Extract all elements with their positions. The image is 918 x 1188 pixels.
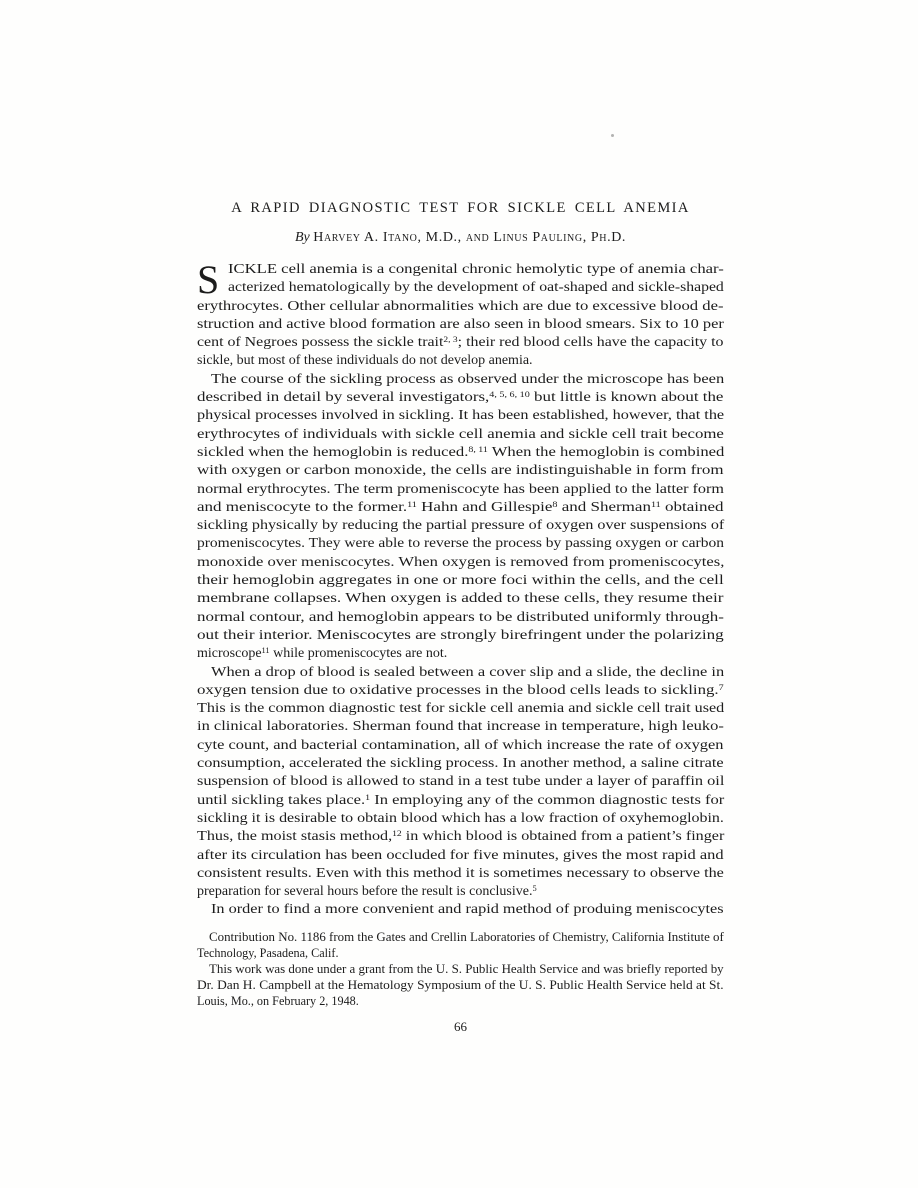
text-line: normal contour, and hemoglobin appears to be distributed uniformly through- [197,609,724,625]
text-line: oxygen tension due to oxidative processes in the blood cells leads to sickling.$^7$ [197,682,724,698]
text-line: acterized hematologically by the development of oat-shaped and sickle-shaped [228,280,724,296]
text-line: after its circulation has been occluded for five minutes, gives the most rapid and [197,847,724,863]
byline [197,230,724,246]
text-line: described in detail by several investigators,$^{4, 5, 6, 10}$ but little is known about the [197,390,724,406]
paragraph-3 [197,664,724,902]
text-line: Contribution No. 1186 from the Gates and Crellin Laboratories of Chemistry, California Institute of [209,929,724,944]
text-line: until sickling takes place.$^1$ In employing any of the common diagnostic tests for [197,792,725,808]
scan-artifact [611,134,614,137]
drop-cap: S [197,257,220,302]
text-line: monoxide over meniscocytes. When oxygen is removed from promeniscocytes, [197,554,725,570]
text-line: and meniscocyte to the former.$^{11}$ Hahn and Gillespie$^8$ and Sherman$^{11}$ obtained [197,499,724,515]
paragraph-1 [197,257,724,371]
text-line: sickling it is desirable to obtain blood which has a low fraction of oxyhemoglobin. [197,810,724,826]
text-line: out their interior. Meniscocytes are strongly birefringent under the polarizing [197,627,724,643]
text-line: Thus, the moist stasis method,$^{12}$ in which blood is obtained from a patient’s finger [197,829,725,845]
text-line: membrane collapses. When oxygen is added to these cells, they resume their [197,591,724,607]
footnote-1 [197,929,724,961]
page-number: 66 [454,1018,467,1034]
paragraph-2 [197,371,724,664]
article [197,200,724,1035]
text-line: erythrocytes of individuals with sickle cell anemia and sickle cell trait become [197,426,724,442]
text-line: The course of the sickling process as observed under the microscope has been [211,371,725,387]
text-line: This work was done under a grant from the U. S. Public Health Service and was briefly reported by [209,961,724,976]
text-line: This is the common diagnostic test for sickle cell anemia and sickle cell trait used [197,701,725,717]
text-line: Louis, Mo., on February 2, 1948. [197,993,359,1008]
text-line: microscope$^{11}$ while promeniscocytes are not. [197,646,448,662]
byline-by: By [294,230,310,245]
text-line: cent of Negroes possess the sickle trait$^{2, 3}$; their red blood cells have the capacity to [197,335,724,351]
text-line: promeniscocytes. They were able to reverse the process by passing oxygen or carbon [197,536,724,552]
text-line: their hemoglobin aggregates in one or more foci within the cells, and the cell [197,573,724,589]
text-line: struction and active blood formation are also seen in blood smears. Six to 10 per [197,316,724,332]
text-line: cyte count, and bacterial contamination, all of which increase the rate of oxygen [197,737,724,753]
text-line: sickling physically by reducing the partial pressure of oxygen over suspensions of [197,518,725,534]
text-line: In order to find a more convenient and rapid method of produing meniscocytes [211,902,724,918]
article-body [197,257,725,920]
text-line: physical processes involved in sickling. It has been established, however, that the [197,408,725,424]
paragraph-4 [197,901,724,919]
footnotes [197,929,724,1009]
text-line: erythrocytes. Other cellular abnormalities which are due to excessive blood de- [197,298,724,314]
text-line: suspension of blood is allowed to stand in a test tube under a layer of paraffin oil [197,774,725,790]
text-line: preparation for several hours before the result is conclusive.$^5$ [197,884,537,900]
text-line: Technology, Pasadena, Calif. [197,945,339,960]
footnote-2 [197,961,724,1009]
text-line: normal erythrocytes. The term promeniscocyte has been applied to the latter form [197,481,724,497]
text-line: sickled when the hemoglobin is reduced.$^{8, 11}$ When the hemoglobin is combined [197,444,725,460]
article-title: A RAPID DIAGNOSTIC TEST FOR SICKLE CELL ANEMIA [231,200,690,216]
text-line: ICKLE cell anemia is a congenital chronic hemolytic type of anemia char- [228,262,724,277]
text-line: with oxygen or carbon monoxide, the cells are indistinguishable in form from [197,463,724,479]
text-line: Dr. Dan H. Campbell at the Hematology Symposium of the U. S. Public Health Service held at St. [197,977,724,992]
text-line: sickle, but most of these individuals do not develop anemia. [197,353,533,369]
text-line: consistent results. Even with this method it is sometimes necessary to observe the [197,865,724,881]
text-line: in clinical laboratories. Sherman found that increase in temperature, high leuko- [197,719,724,735]
text-line: consumption, accelerated the sickling process. In another method, a saline citrate [197,756,724,772]
text-line: When a drop of blood is sealed between a cover slip and a slide, the decline in [211,664,725,680]
byline-authors: Harvey A. Itano, M.D., and Linus Pauling, Ph.D. [313,230,627,245]
